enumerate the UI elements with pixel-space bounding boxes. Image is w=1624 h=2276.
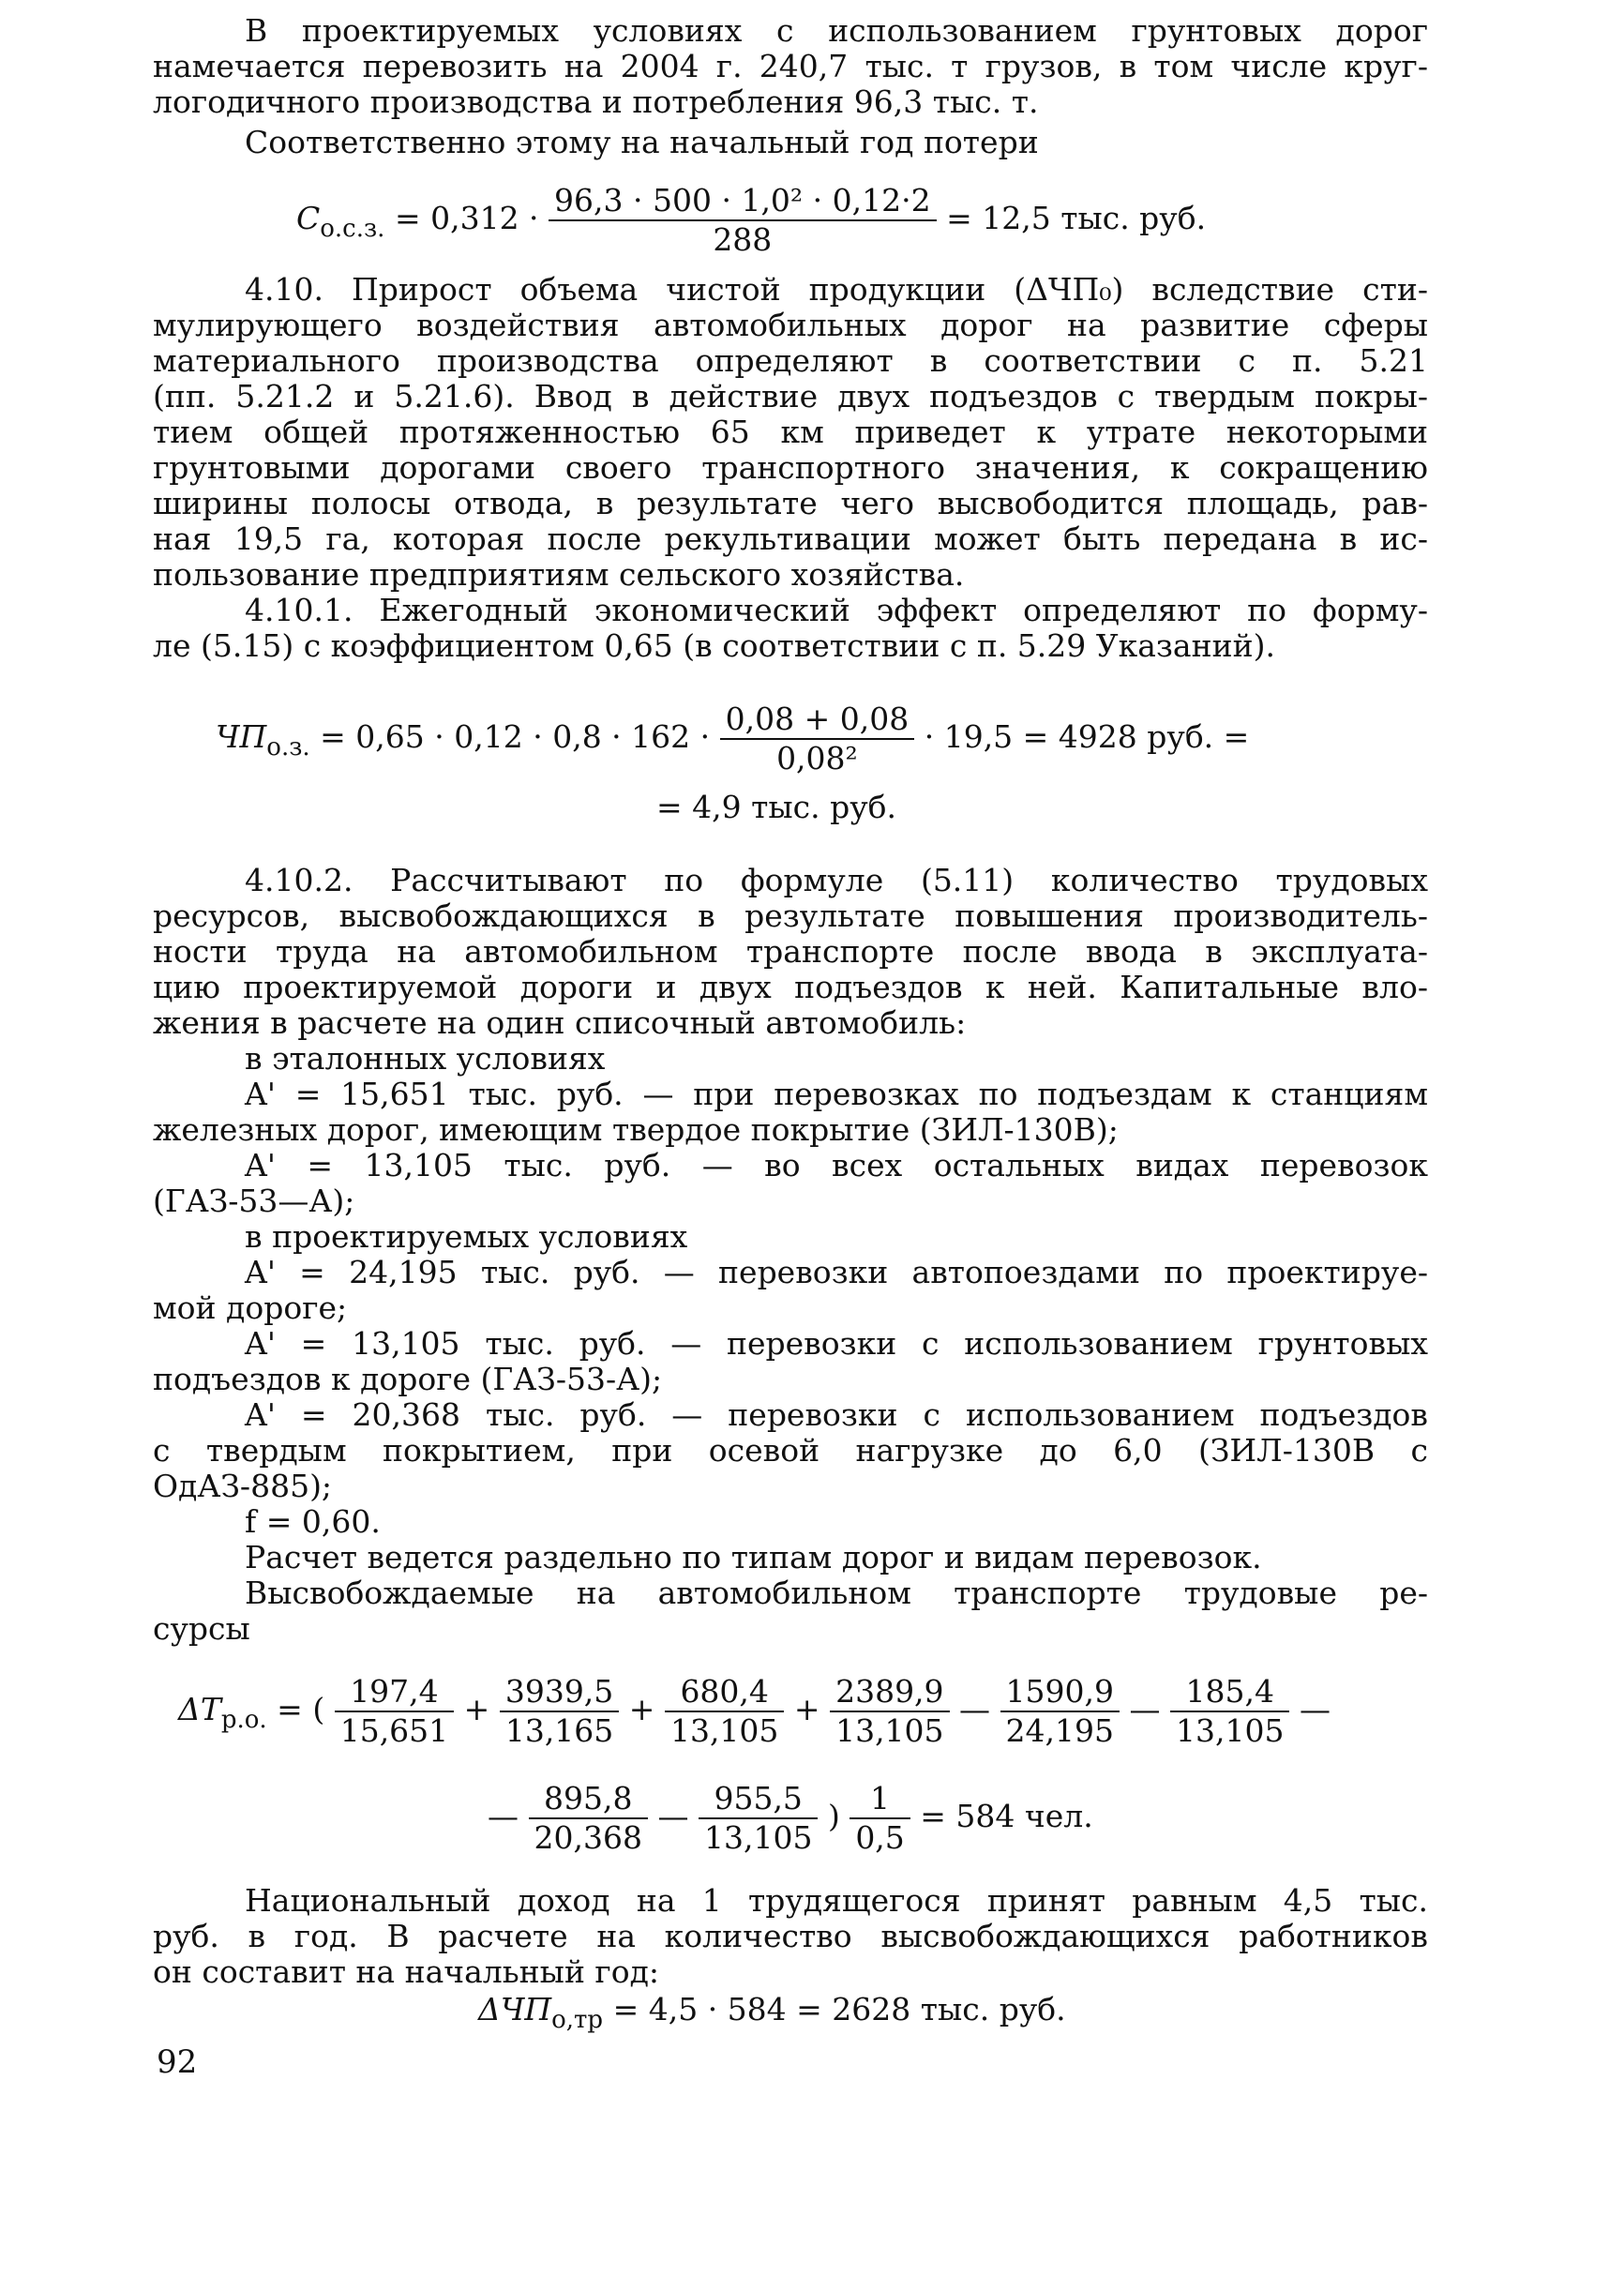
standard-heading: в эталонных условиях — [245, 1040, 606, 1077]
formula-sign: + — [793, 1691, 820, 1727]
text-line: ширины полосы отвода, в результате чего высвободится площадь, рав- — [153, 485, 1428, 521]
text-line: ная 19,5 га, которая после рекультивации может быть передана в ис- — [153, 520, 1428, 557]
formula-labor-line2 — [488, 1780, 1093, 1857]
formula-term: $\frac{3939,5}{13,165}$ — [500, 1673, 619, 1750]
f-value: f = 0,60. — [245, 1503, 381, 1540]
text-line: логодичного производства и потребления 96,3 тыс. т. — [153, 83, 1039, 120]
formula-term: $\frac{680,4}{13,105}$ — [665, 1673, 784, 1750]
formula-sign: ( — [312, 1691, 325, 1727]
text-line: (ГАЗ-53—А); — [153, 1183, 355, 1219]
formula-term: $\frac{185,4}{13,105}$ — [1170, 1673, 1289, 1750]
formula-losses — [296, 182, 1206, 259]
fraction-denominator: 0,08² — [776, 740, 858, 776]
formula-sign: — — [488, 1798, 519, 1834]
text-line: A' = 13,105 тыс. руб. — во всех остальных видах перевозок — [245, 1147, 1428, 1183]
formula-result: = 584 чел. — [920, 1798, 1093, 1834]
formula-term: $\frac{955,5}{13,105}$ — [699, 1780, 818, 1857]
formula-coefficient: = 0,312 · — [394, 200, 539, 236]
formula-effect — [216, 701, 1249, 777]
text-line: ле (5.15) с коэффициентом 0,65 (в соответствии с п. 5.29 Указаний). — [153, 627, 1275, 664]
investments-list — [153, 1041, 1428, 1647]
section-4-10-1 — [153, 593, 1428, 664]
formula-result: · 19,5 = 4928 руб. = — [924, 718, 1250, 755]
formula-term: $\frac{2389,9}{13,105}$ — [830, 1673, 949, 1750]
formula-term: $\frac{197,4}{15,651}$ — [335, 1673, 454, 1750]
text-line: Высвобождаемые на автомобильном транспорте трудовые ре- — [245, 1575, 1428, 1611]
text-line: материального производства определяют в соответствии с п. 5.21 — [153, 342, 1428, 379]
text-line: A' = 15,651 тыс. руб. — при перевозках по подъездам к станциям — [245, 1076, 1428, 1112]
page-number: 92 — [157, 2043, 198, 2081]
national-income-paragraph — [153, 1883, 1428, 1990]
text-line: с твердым покрытием, при осевой нагрузке до 6,0 (ЗИЛ-130В с — [153, 1432, 1428, 1469]
formula-effect-line2 — [656, 790, 896, 825]
formula-sign: — — [1299, 1691, 1331, 1727]
text-line: пользование предприятиям сельского хозяйства. — [153, 556, 965, 593]
losses-intro — [153, 125, 1428, 160]
calc-note: Расчет ведется раздельно по типам дорог и видам перевозок. — [245, 1539, 1262, 1575]
text-line: 4.10.1. Ежегодный экономический эффект определяют по форму- — [245, 592, 1428, 628]
text-line: ОдАЗ-885); — [153, 1468, 333, 1504]
text-line: сурсы — [153, 1610, 250, 1647]
text-line: A' = 24,195 тыс. руб. — перевозки автопоездами по проектируе- — [245, 1254, 1428, 1290]
text-line: 4.10. Прирост объема чистой продукции (ΔЧП₀) вследствие сти- — [245, 271, 1428, 308]
text-line: грунтовыми дорогами своего транспортного значения, к сокращению — [153, 449, 1428, 486]
formula-multipliers: = 0,65 · 0,12 · 0,8 · 162 · — [320, 718, 711, 755]
formula-result: = 12,5 тыс. руб. — [946, 200, 1207, 236]
formula-labor — [178, 1673, 1331, 1750]
text-line: мулирующего воздействия автомобильных дорог на развитие сферы — [153, 307, 1428, 343]
formula-lhs-subscript: о,тр — [551, 2006, 604, 2034]
text-line: он составит на начальный год: — [153, 1953, 660, 1990]
formula-fraction — [549, 182, 937, 259]
text-line: ресурсов, высвобождающихся в результате повышения производитель- — [153, 897, 1428, 934]
formula-fraction — [720, 701, 915, 777]
formula-sign: + — [628, 1691, 655, 1727]
projected-heading: в проектируемых условиях — [245, 1218, 688, 1255]
intro-paragraph — [153, 13, 1428, 120]
formula-rhs: = 4,5 · 584 = 2628 тыс. руб. — [612, 1991, 1066, 2027]
text-line: мой дороге; — [153, 1289, 348, 1326]
formula-lhs: ЧП — [216, 718, 267, 755]
formula-lhs: С — [296, 200, 321, 236]
text-line: жения в расчете на один списочный автомобиль: — [153, 1004, 967, 1041]
formula-sign: — — [1129, 1691, 1161, 1727]
fraction-numerator: 96,3 · 500 · 1,0² · 0,12·2 — [549, 182, 937, 221]
text-line: (пп. 5.21.2 и 5.21.6). Ввод в действие двух подъездов с твердым покры- — [153, 378, 1428, 415]
text-line: 4.10.2. Рассчитывают по формуле (5.11) количество трудовых — [245, 862, 1428, 898]
formula-term: $\frac{895,8}{20,368}$ — [529, 1780, 648, 1857]
formula-sign: — — [959, 1691, 991, 1727]
formula-lhs-subscript: о.с.з. — [320, 215, 385, 243]
formula-close-paren: ) — [827, 1798, 840, 1834]
formula-result-line2: = 4,9 тыс. руб. — [656, 789, 896, 825]
fraction-numerator: 0,08 + 0,08 — [720, 701, 915, 740]
formula-sign: + — [463, 1691, 490, 1727]
section-4-10 — [153, 272, 1428, 593]
text-line: руб. в год. В расчете на количество высвобождающихся работников — [153, 1918, 1428, 1954]
text-line: тием общей протяженностью 65 км приведет к утрате некоторыми — [153, 414, 1428, 450]
text-line: намечается перевозить на 2004 г. 240,7 тыс. т грузов, в том числе круг- — [153, 48, 1428, 84]
text-line: Соответственно этому на начальный год потери — [245, 124, 1039, 160]
formula-equals: = — [277, 1691, 303, 1727]
text-line: Национальный доход на 1 трудящегося принят равным 4,5 тыс. — [245, 1882, 1428, 1919]
formula-lhs-subscript: о.з. — [266, 733, 310, 761]
section-4-10-2 — [153, 863, 1428, 1041]
formula-sign: — — [657, 1798, 689, 1834]
text-line: A' = 13,105 тыс. руб. — перевозки с использованием грунтовых — [245, 1325, 1428, 1362]
formula-lhs: $\Delta T_{р.о.}$ — [178, 1691, 267, 1734]
formula-lhs: ΔЧП — [478, 1991, 552, 2027]
formula-term: $\frac{1590,9}{24,195}$ — [1000, 1673, 1120, 1750]
formula-income — [478, 1992, 1066, 2038]
text-line: A' = 20,368 тыс. руб. — перевозки с использованием подъездов — [245, 1396, 1428, 1433]
text-line: В проектируемых условиях с использованием грунтовых дорог — [245, 12, 1428, 49]
fraction-denominator: 288 — [713, 221, 773, 258]
text-line: подъездов к дороге (ГАЗ-53-А); — [153, 1361, 663, 1397]
text-line: цию проектируемой дороги и двух подъездов к ней. Капитальные вло- — [153, 969, 1428, 1005]
text-line: железных дорог, имеющим твердое покрытие (ЗИЛ-130В); — [153, 1111, 1119, 1148]
text-line: ности труда на автомобильном транспорте после ввода в эксплуата- — [153, 933, 1428, 970]
formula-factor: $\frac{1}{0,5}$ — [850, 1780, 910, 1857]
